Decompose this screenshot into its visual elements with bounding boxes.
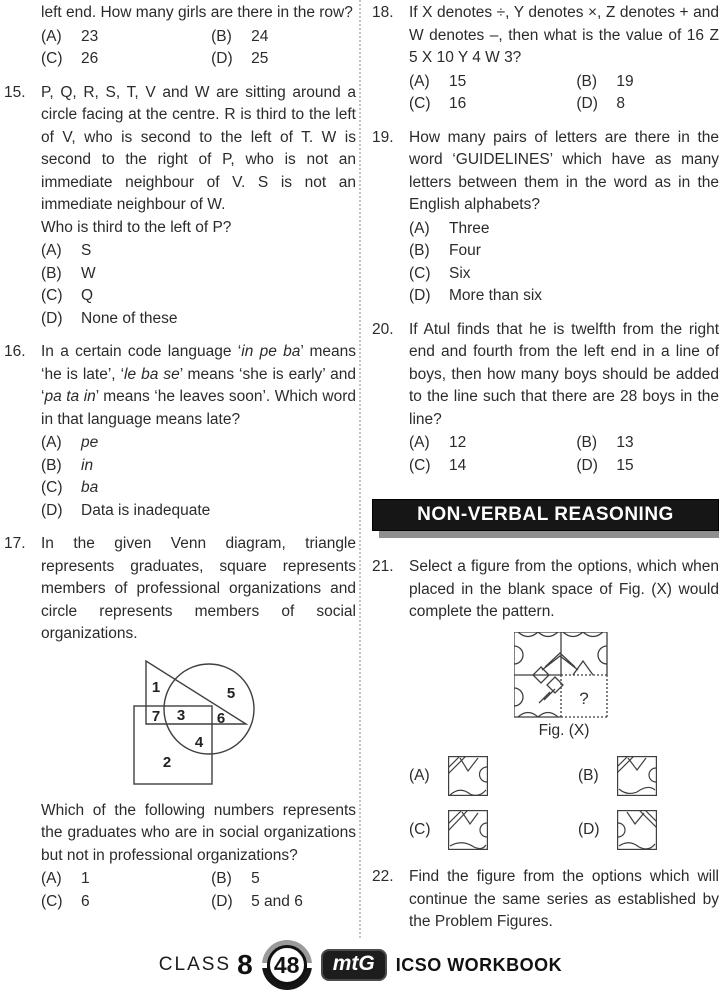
option-label: (C) xyxy=(41,287,63,304)
option-label: (C) xyxy=(41,50,63,67)
option-label: (A) xyxy=(409,72,430,90)
question-text: If X denotes ÷, Y denotes ×, Z denotes + and W denotes –, then what is the value of 16 Z 5 X 10 Y 4 W 3? xyxy=(409,4,719,66)
option-label: (B) xyxy=(578,766,599,784)
option-value: Three xyxy=(449,219,490,237)
option-b xyxy=(211,26,356,49)
option-label: (A) xyxy=(41,870,62,887)
option-figures-row-1 xyxy=(409,756,719,796)
option-b xyxy=(409,240,719,263)
option-value: None of these xyxy=(81,309,178,327)
option-b xyxy=(576,432,719,455)
venn-region-label: 3 xyxy=(176,706,185,724)
figure-x xyxy=(514,632,614,718)
venn-region-label: 2 xyxy=(162,753,171,771)
footer-book-title: ICSO WORKBOOK xyxy=(395,954,563,975)
option-value: Data is inadequate xyxy=(81,501,211,519)
venn-diagram xyxy=(119,652,279,800)
option-value: 12 xyxy=(449,434,467,451)
question-number: 16. xyxy=(4,343,26,360)
figure-x-ribbon xyxy=(539,689,555,703)
option-value: in xyxy=(81,456,94,474)
option-label: (B) xyxy=(576,72,598,90)
question-number-spacer xyxy=(4,2,41,71)
option-label: (B) xyxy=(409,242,430,259)
option-figure-b xyxy=(617,756,657,796)
option-value: 15 xyxy=(616,456,634,474)
option-value: 1 xyxy=(81,870,90,887)
option-label: (B) xyxy=(41,264,62,282)
option-b xyxy=(576,71,719,94)
figure-x-chevron xyxy=(542,653,578,670)
question-18 xyxy=(372,2,719,116)
option-label: (D) xyxy=(41,309,63,327)
option-value: 24 xyxy=(251,27,269,45)
option-c xyxy=(41,48,211,71)
question-subtext: Who is third to the left of P? xyxy=(41,218,232,236)
option-label: (D) xyxy=(211,892,233,910)
option-label: (B) xyxy=(211,870,232,887)
text-segment: ’ means ‘he is late’, ‘ xyxy=(41,343,356,383)
option-d xyxy=(409,285,719,308)
question-number: 15. xyxy=(4,83,26,101)
question-number: 18. xyxy=(372,4,394,21)
figure-x-bottom-scallops xyxy=(518,712,558,717)
option-d xyxy=(41,308,356,331)
code-word: in pe ba xyxy=(241,343,301,360)
option-a xyxy=(41,26,211,49)
option-label: (C) xyxy=(41,892,63,910)
option-label: (A) xyxy=(409,434,430,451)
option-label: (A) xyxy=(409,219,430,237)
page-footer xyxy=(0,940,721,990)
option-value: 23 xyxy=(81,27,99,45)
footer-class-word: CLASS xyxy=(158,953,232,975)
option-d xyxy=(211,48,356,71)
right-column xyxy=(372,2,719,934)
option-value: 26 xyxy=(81,50,99,67)
question-text: If Atul finds that he is twelfth from the right end and fourth from the left end in a line of boys, then how many boys should be added to the line such that there are 28 boys in the line? xyxy=(409,320,719,428)
option-value: 13 xyxy=(616,434,634,451)
question-text: P, Q, R, S, T, V and W are sitting around a circle facing at the centre. R is third to the left of V, who is second to the left of T. W is second to the right of P, who is not an immediate neighbour of V. S is not an immediate neighbour of W. xyxy=(41,83,356,213)
option-d xyxy=(211,891,356,914)
option-a xyxy=(41,240,356,263)
option-label: (C) xyxy=(409,95,431,112)
option-c xyxy=(41,285,356,308)
option-a xyxy=(41,432,356,455)
option-label: (D) xyxy=(578,820,600,838)
venn-region-label: 5 xyxy=(226,684,235,702)
option-figure-d xyxy=(617,810,657,850)
option-value: 19 xyxy=(616,72,634,90)
question-22 xyxy=(372,866,719,934)
option-label: (D) xyxy=(409,287,431,304)
option-label: (A) xyxy=(41,27,62,45)
question-17 xyxy=(4,533,356,913)
option-value: W xyxy=(81,264,96,282)
venn-region-label: 6 xyxy=(216,709,225,727)
option-value: 5 and 6 xyxy=(251,892,303,910)
question-text: Find the figure from the options which will continue the same series as established by the Problem Figures. xyxy=(409,868,719,930)
figure-x-cross-solid xyxy=(514,632,561,675)
option-label: (D) xyxy=(576,95,598,112)
option-value: 6 xyxy=(81,892,90,910)
page-number-badge xyxy=(262,940,312,990)
question-21 xyxy=(372,556,719,850)
option-c xyxy=(41,891,211,914)
option-b xyxy=(41,263,356,286)
column-divider xyxy=(359,0,361,938)
option-label: (A) xyxy=(41,242,62,259)
option-label: (D) xyxy=(211,50,233,67)
code-word: pa ta in xyxy=(44,388,96,405)
option-a xyxy=(409,432,576,455)
question-text: Select a figure from the options, which when placed in the blank space of Fig. (X) would complete the pattern. xyxy=(409,558,719,620)
venn-region-label: 1 xyxy=(151,678,160,696)
code-word: le ba se xyxy=(124,365,180,383)
question-19 xyxy=(372,127,719,308)
option-label: (C) xyxy=(409,820,431,838)
question-number: 20. xyxy=(372,320,394,338)
option-value: Four xyxy=(449,242,481,259)
option-d xyxy=(576,93,719,116)
option-label: (B) xyxy=(41,456,62,474)
option-label: (A) xyxy=(409,766,430,784)
question-16 xyxy=(4,341,356,522)
question-subtext: Which of the following numbers represents the graduates who are in social organizations but not in professional organizations? xyxy=(41,801,356,864)
option-figure-a xyxy=(448,756,488,796)
option-value: pe xyxy=(81,434,99,451)
option-label: (C) xyxy=(41,479,63,496)
section-banner-shadow xyxy=(379,531,719,538)
question-14-continuation xyxy=(4,2,356,71)
option-value: Six xyxy=(449,264,471,282)
option-b xyxy=(211,868,356,891)
question-number: 19. xyxy=(372,128,394,146)
option-figure-c xyxy=(448,810,488,850)
option-value: 16 xyxy=(449,95,467,112)
question-15 xyxy=(4,82,356,331)
option-value: 8 xyxy=(616,95,626,112)
option-value: More than six xyxy=(449,287,543,304)
option-c xyxy=(409,93,576,116)
question-text: How many pairs of letters are there in the word ‘GUIDELINES’ which have as many letters between them in the word as in the English alphabets? xyxy=(409,128,719,213)
option-b xyxy=(41,455,356,478)
question-number: 21. xyxy=(372,558,394,575)
question-text: In the given Venn diagram, triangle represents graduates, square represents members of professional organizations and circle represents members of social organizations. xyxy=(41,535,356,642)
question-20 xyxy=(372,319,719,478)
option-c xyxy=(41,477,356,500)
option-label: (B) xyxy=(211,27,232,45)
option-value: 14 xyxy=(449,456,467,474)
section-banner: NON-VERBAL REASONING xyxy=(372,499,719,531)
option-value: Q xyxy=(81,287,94,304)
option-label: (D) xyxy=(41,501,63,519)
text-segment: ’ means ‘she is early’ and ‘ xyxy=(41,365,356,405)
question-text: left end. How many girls are there in the row? xyxy=(41,4,353,21)
option-value: 5 xyxy=(251,870,260,887)
question-number: 22. xyxy=(372,868,394,885)
venn-region-label: 7 xyxy=(151,707,160,725)
text-segment: ’ means ‘he leaves soon’. Which word in that language means late? xyxy=(41,388,356,428)
question-text xyxy=(41,341,356,431)
option-c xyxy=(409,263,719,286)
option-label: (D) xyxy=(576,456,598,474)
figure-x-label: Fig. (X) xyxy=(538,721,590,739)
option-a xyxy=(41,868,211,891)
venn-region-label: 4 xyxy=(194,733,203,751)
text-segment: In a certain code language ‘ xyxy=(41,343,242,360)
option-value: ba xyxy=(81,479,99,496)
option-d xyxy=(41,500,356,523)
option-a xyxy=(409,71,576,94)
option-value: 25 xyxy=(251,50,269,67)
figure-x-question-mark: ? xyxy=(579,688,589,708)
option-label: (A) xyxy=(41,434,62,451)
option-d xyxy=(576,455,719,478)
question-number: 17. xyxy=(4,535,26,552)
option-value: S xyxy=(81,242,92,259)
option-value: 15 xyxy=(449,72,467,90)
option-a xyxy=(409,218,719,241)
option-label: (C) xyxy=(409,264,431,282)
page-number: 48 xyxy=(267,945,307,985)
left-column xyxy=(4,2,356,913)
option-c xyxy=(409,455,576,478)
option-label: (C) xyxy=(409,456,431,474)
option-label: (B) xyxy=(576,434,598,451)
mtg-logo: mtG xyxy=(321,949,387,981)
footer-class-number: 8 xyxy=(237,948,253,980)
option-figures-row-2 xyxy=(409,810,719,850)
